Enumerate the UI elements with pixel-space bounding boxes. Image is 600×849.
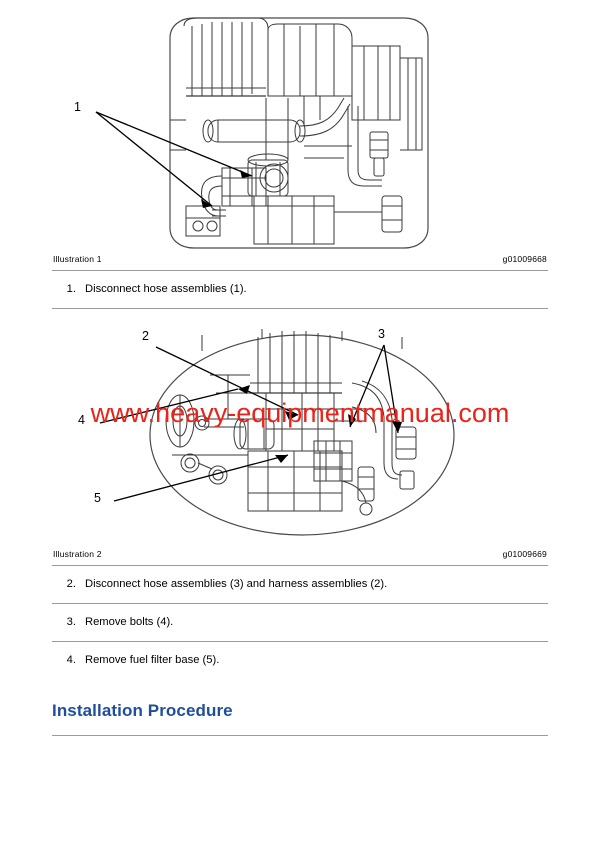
figure-1-caption bbox=[52, 250, 548, 271]
heading-divider bbox=[52, 735, 548, 736]
step-item bbox=[52, 604, 548, 642]
figure-1-callout-1: 1 bbox=[74, 100, 81, 114]
figure-2-callout-3: 3 bbox=[378, 327, 385, 342]
engine-fuel-filter-drawing-2 bbox=[52, 323, 548, 545]
step-number: 4. bbox=[66, 654, 76, 667]
step-item bbox=[52, 642, 548, 679]
step-number: 1. bbox=[66, 283, 76, 295]
procedure-steps-2 bbox=[52, 566, 548, 679]
page-title: Installation Procedure bbox=[52, 701, 233, 721]
figure-2-graphic-id: g01009669 bbox=[502, 549, 547, 560]
step-number: 2. bbox=[66, 578, 76, 591]
figure-1-graphic-id: g01009668 bbox=[502, 254, 547, 264]
procedure-steps-1 bbox=[52, 271, 548, 309]
step-text: Remove fuel filter base (5). bbox=[85, 654, 220, 667]
figure-2-illustration bbox=[52, 323, 548, 545]
figure-1 bbox=[52, 0, 548, 271]
step-item bbox=[52, 271, 548, 309]
engine-fuel-filter-drawing-1 bbox=[52, 0, 548, 250]
figure-1-illustration bbox=[52, 0, 548, 250]
figure-2-callout-5: 5 bbox=[94, 491, 101, 506]
figure-2-callout-4: 4 bbox=[78, 413, 85, 428]
step-item bbox=[52, 566, 548, 604]
step-number: 3. bbox=[66, 616, 76, 629]
figure-2-caption bbox=[52, 545, 548, 566]
step-text: Remove bolts (4). bbox=[85, 616, 174, 629]
figure-1-caption-label: Illustration 1 bbox=[53, 254, 102, 264]
figure-2-caption-label: Illustration 2 bbox=[53, 549, 102, 560]
step-text: Disconnect hose assemblies (3) and harness assemblies (2). bbox=[85, 578, 388, 591]
figure-2-callout-2: 2 bbox=[142, 329, 149, 344]
watermark: www.heavy-equipmentmanual.com bbox=[90, 398, 510, 428]
figure-2 bbox=[52, 323, 548, 566]
step-text: Disconnect hose assemblies (1). bbox=[85, 283, 247, 295]
